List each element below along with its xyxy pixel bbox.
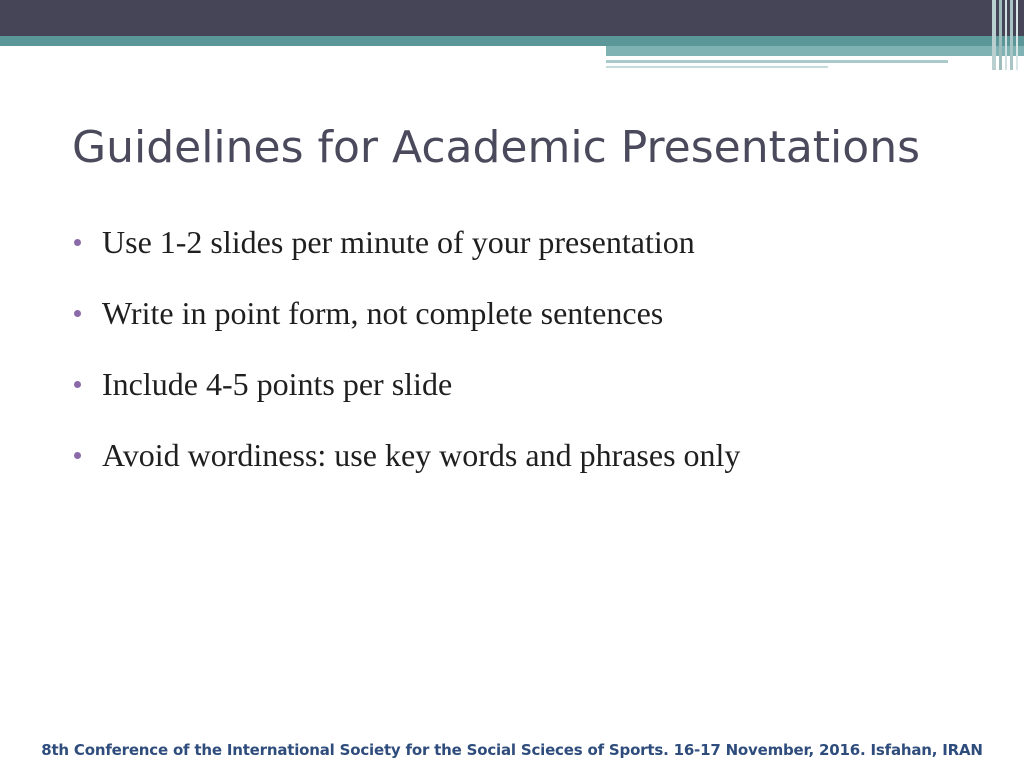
header-stripe (1005, 0, 1007, 70)
bullet-dot-icon (74, 452, 81, 459)
header-teal-accent (606, 46, 1024, 56)
header-stripe (1016, 0, 1018, 70)
bullet-text: Use 1-2 slides per minute of your presentation (102, 223, 695, 260)
bullet-list (74, 218, 974, 502)
header-accent-line-thin (606, 66, 828, 68)
bullet-dot-icon (74, 239, 81, 246)
header-band (0, 0, 1024, 36)
header-teal-band (0, 36, 1024, 46)
header-accent-line (606, 60, 948, 63)
bullet-item (74, 289, 974, 337)
bullet-item (74, 431, 974, 479)
slide-footer: 8th Conference of the International Society for the Social Scieces of Sports. 16-17 November, 2016. Isfahan, IRAN (41, 741, 983, 759)
bullet-dot-icon (74, 381, 81, 388)
bullet-dot-icon (74, 310, 81, 317)
slide-title: Guidelines for Academic Presentations (72, 122, 921, 173)
header-stripe (992, 0, 996, 70)
bullet-text: Avoid wordiness: use key words and phrases only (102, 436, 741, 473)
bullet-item (74, 360, 974, 408)
bullet-text: Include 4-5 points per slide (102, 365, 453, 402)
header-stripes (992, 0, 1024, 70)
header-stripe (999, 0, 1002, 70)
bullet-text: Write in point form, not complete sentences (102, 294, 664, 331)
bullet-item (74, 218, 974, 266)
header-stripe (1010, 0, 1013, 70)
